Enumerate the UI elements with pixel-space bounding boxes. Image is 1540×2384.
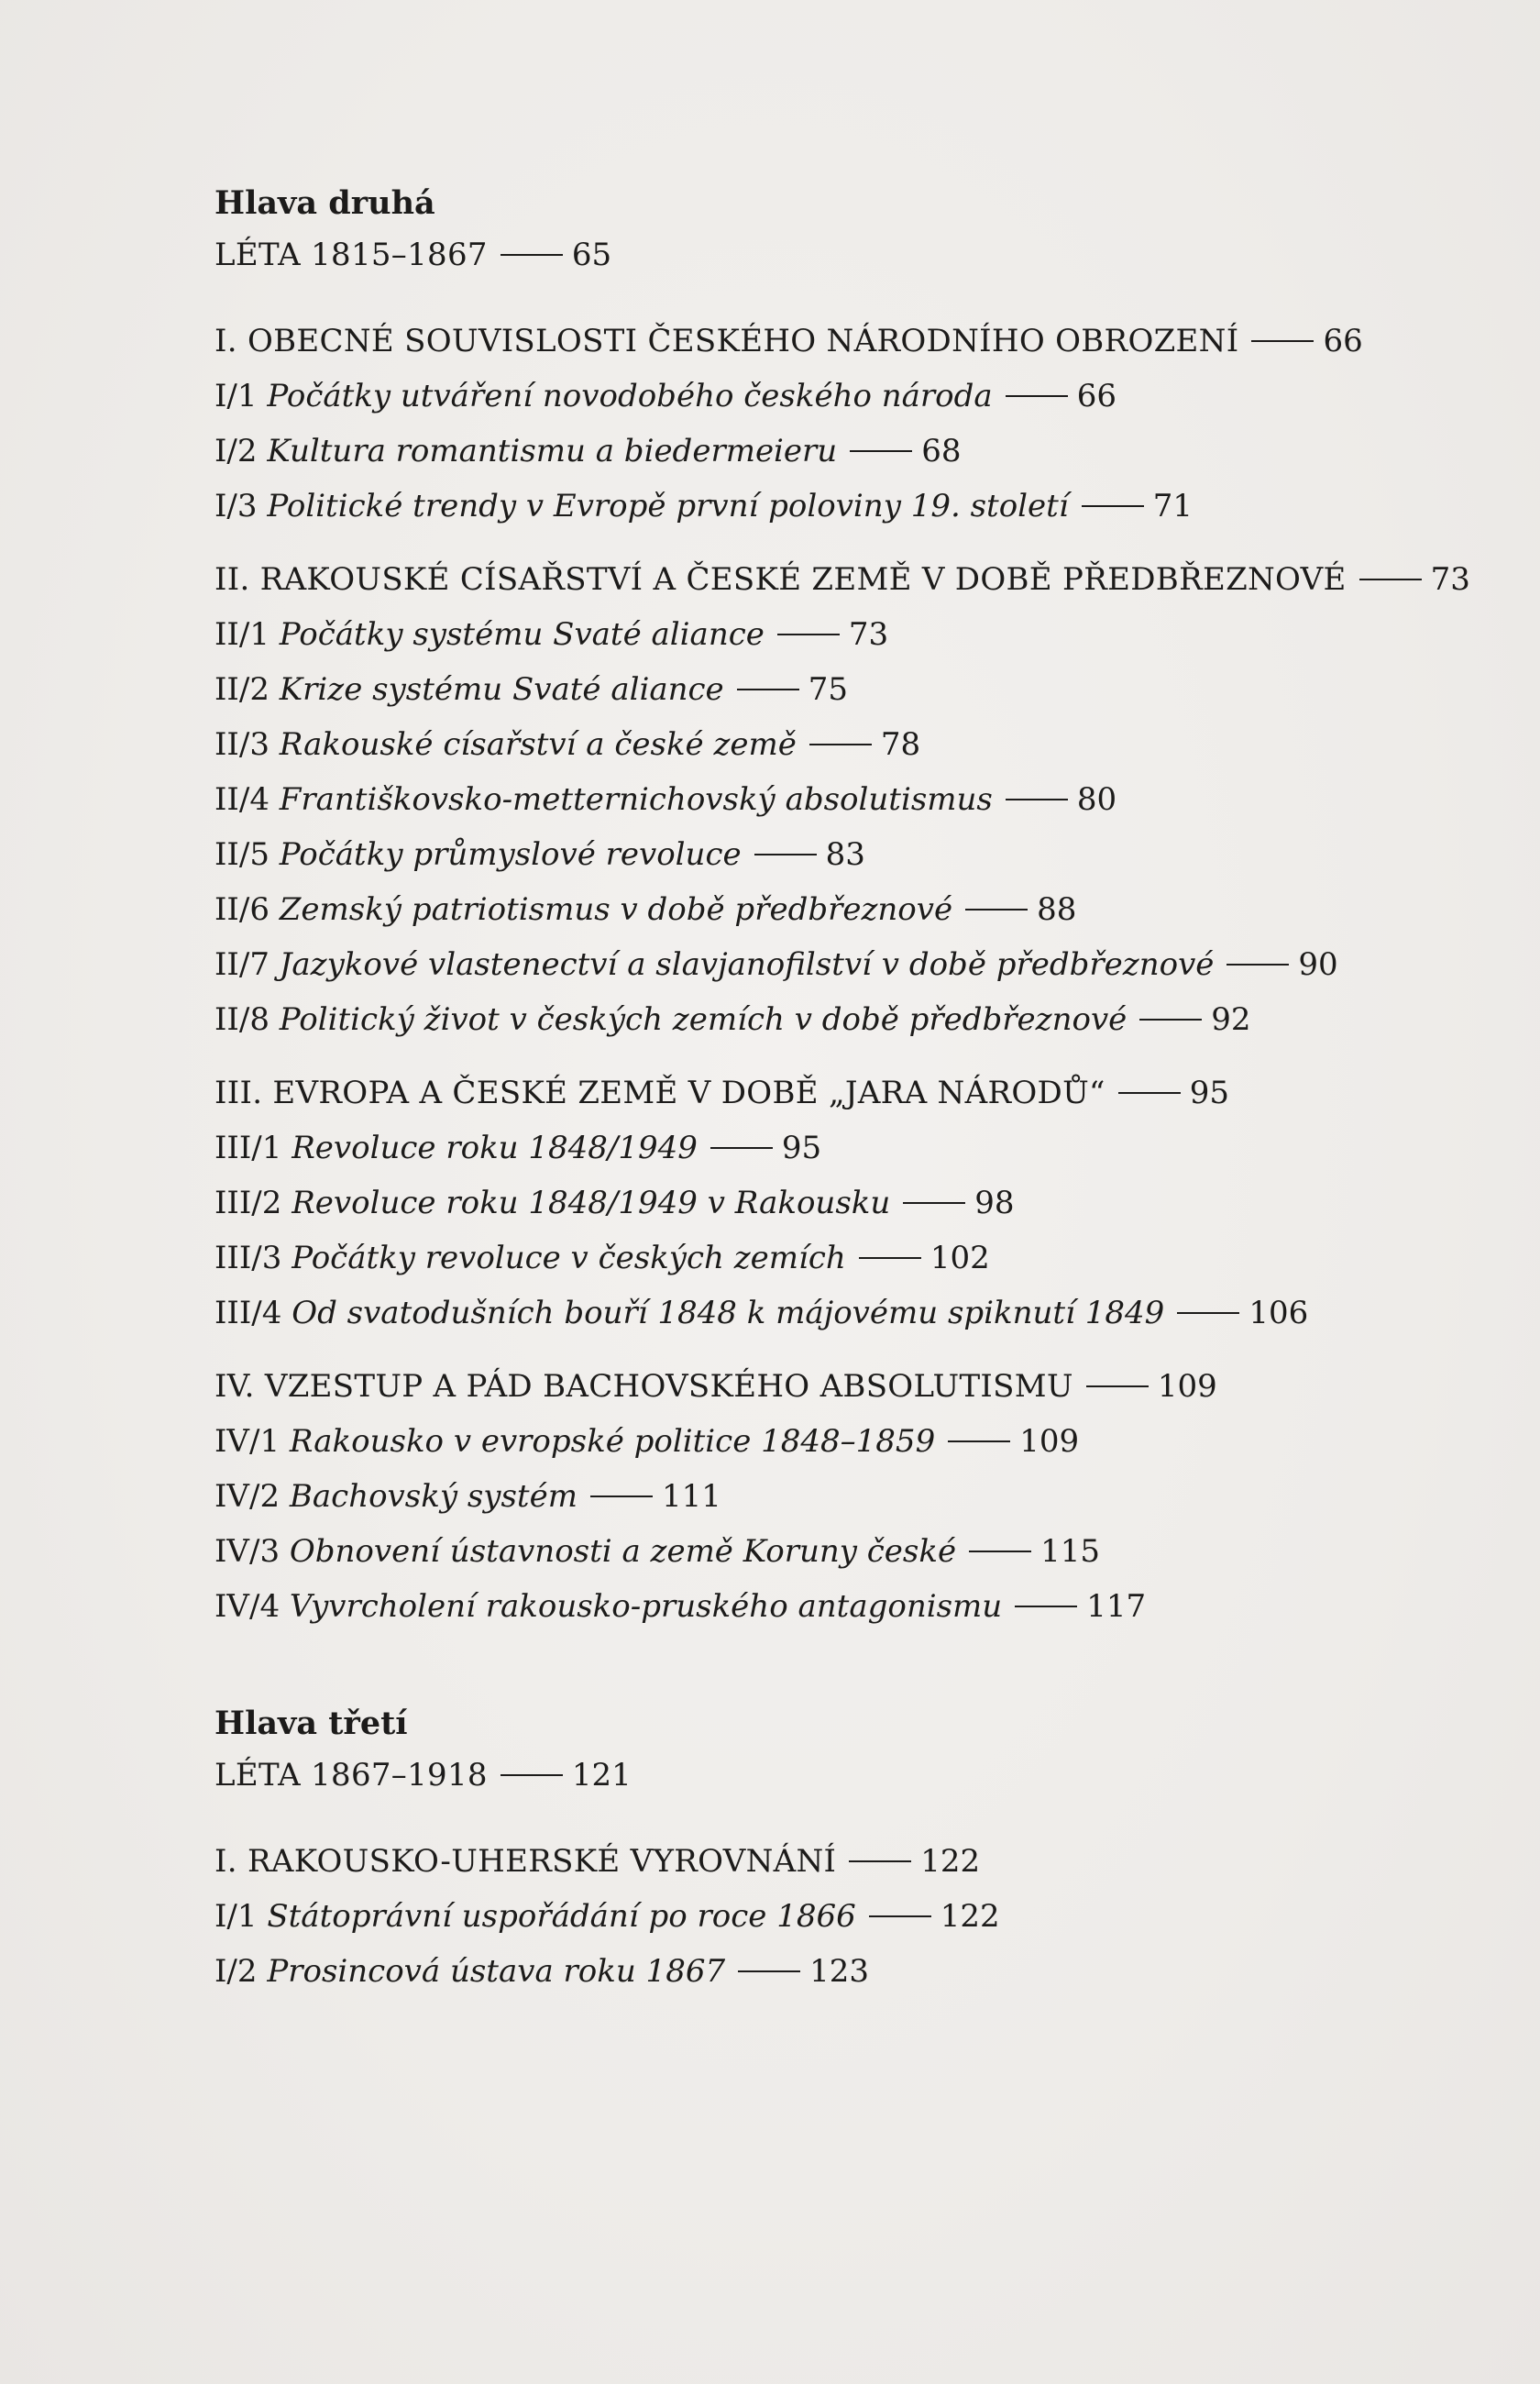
entry-number: I/1 [214, 1898, 258, 1935]
subsection-entry[interactable] [214, 827, 1516, 882]
entry-title: Kultura romantismu a biedermeieru [267, 433, 838, 469]
leader-dash [1139, 1019, 1202, 1021]
page-number: 121 [571, 1757, 632, 1794]
page-number: 123 [809, 1953, 869, 1990]
leader-dash [1118, 1092, 1181, 1094]
page-number: 75 [808, 671, 848, 708]
entry-number: III/1 [214, 1130, 282, 1166]
leader-dash [809, 744, 872, 745]
subsection-entry[interactable] [214, 1120, 1516, 1175]
section-heading-entry[interactable] [214, 1359, 1516, 1414]
page-number: 102 [930, 1240, 990, 1276]
entry-title: I. RAKOUSKO-UHERSKÉ VYROVNÁNÍ [214, 1843, 837, 1880]
page-number: 106 [1248, 1295, 1309, 1331]
page-number: 88 [1037, 891, 1077, 928]
subsection-entry[interactable] [214, 607, 1516, 662]
subsection-entry[interactable] [214, 1286, 1516, 1341]
leader-dash [1226, 964, 1289, 966]
page-number: 71 [1152, 488, 1193, 524]
subsection-entry[interactable] [214, 1889, 1516, 1944]
entry-number: I/2 [214, 1953, 258, 1990]
page-number: 109 [1019, 1423, 1080, 1460]
chapter-years-entry[interactable] [214, 227, 1516, 282]
entry-number: I/2 [214, 433, 258, 469]
leader-dash [738, 1970, 800, 1972]
entry-number: II/2 [214, 671, 270, 708]
leader-dash [859, 1257, 921, 1259]
leader-dash [869, 1915, 931, 1917]
leader-dash [969, 1551, 1031, 1552]
page-number: 92 [1211, 1001, 1251, 1038]
entry-title: Prosincová ústava roku 1867 [267, 1953, 726, 1990]
page-number: 117 [1086, 1588, 1147, 1625]
entry-title: Rakouské císařství a české země [279, 726, 797, 763]
chapter-years-entry[interactable] [214, 1748, 1516, 1803]
entry-title: Počátky systému Svaté aliance [279, 616, 764, 653]
page-number: 122 [920, 1843, 981, 1880]
entry-title: Rakousko v evropské politice 1848–1859 [289, 1423, 936, 1460]
page-number: 73 [848, 616, 889, 653]
page-number: 68 [921, 433, 962, 469]
entry-number: IV/1 [214, 1423, 280, 1460]
entry-number: II/4 [214, 781, 270, 818]
page-number: 95 [1189, 1075, 1229, 1111]
subsection-entry[interactable] [214, 992, 1516, 1047]
leader-dash [1006, 799, 1068, 800]
page-number: 98 [974, 1185, 1015, 1221]
entry-title: III. EVROPA A ČESKÉ ZEMĚ V DOBĚ „JARA NÁRODŮ“ [214, 1075, 1106, 1111]
page-number: 115 [1040, 1533, 1100, 1570]
leader-dash [590, 1496, 653, 1497]
table-of-contents [214, 180, 1516, 1999]
entry-title: II. RAKOUSKÉ CÍSAŘSTVÍ A ČESKÉ ZEMĚ V DOBĚ PŘEDBŘEZNOVÉ [214, 561, 1347, 598]
leader-dash [1082, 505, 1144, 507]
chapter-title: Hlava třetí [214, 1705, 408, 1742]
leader-dash [948, 1440, 1010, 1442]
subsection-entry[interactable] [214, 424, 1516, 479]
entry-number: IV/3 [214, 1533, 280, 1570]
page-number: 65 [571, 237, 612, 273]
page-number: 66 [1323, 323, 1363, 359]
entry-title: IV. VZESTUP A PÁD BACHOVSKÉHO ABSOLUTISMU [214, 1368, 1073, 1405]
leader-dash [965, 909, 1028, 911]
entry-number: II/8 [214, 1001, 270, 1038]
section-heading-entry[interactable] [214, 314, 1516, 369]
leader-dash [1006, 395, 1068, 397]
section-heading-entry[interactable] [214, 1834, 1516, 1889]
subsection-entry[interactable] [214, 717, 1516, 772]
leader-dash [500, 254, 563, 256]
entry-number: II/1 [214, 616, 270, 653]
entry-title: LÉTA 1867–1918 [214, 1757, 488, 1794]
subsection-entry[interactable] [214, 937, 1516, 992]
entry-title: Politické trendy v Evropě první poloviny 19. století [267, 488, 1069, 524]
page-number: 80 [1076, 781, 1117, 818]
entry-title: Krize systému Svaté aliance [279, 671, 724, 708]
leader-dash [754, 854, 817, 855]
page-number: 122 [940, 1898, 1000, 1935]
subsection-entry[interactable] [214, 882, 1516, 937]
entry-number: II/5 [214, 836, 270, 873]
subsection-entry[interactable] [214, 1414, 1516, 1469]
leader-dash [737, 689, 799, 690]
leader-dash [1177, 1312, 1239, 1314]
entry-title: Počátky průmyslové revoluce [279, 836, 742, 873]
entry-number: III/2 [214, 1185, 282, 1221]
subsection-entry[interactable] [214, 479, 1516, 534]
entry-title: LÉTA 1815–1867 [214, 237, 488, 273]
page-number: 78 [880, 726, 921, 763]
subsection-entry[interactable] [214, 772, 1516, 827]
leader-dash [1015, 1606, 1077, 1607]
page-number: 83 [825, 836, 865, 873]
subsection-entry[interactable] [214, 1944, 1516, 1999]
entry-number: IV/4 [214, 1588, 280, 1625]
subsection-entry[interactable] [214, 662, 1516, 717]
leader-dash [849, 1860, 911, 1862]
entry-number: III/3 [214, 1240, 282, 1276]
subsection-entry[interactable] [214, 1469, 1516, 1524]
leader-dash [903, 1202, 965, 1204]
page-number: 111 [661, 1478, 721, 1515]
leader-dash [1086, 1385, 1149, 1387]
section-heading-entry[interactable] [214, 1065, 1516, 1120]
entry-number: III/4 [214, 1295, 282, 1331]
leader-dash [1251, 340, 1314, 342]
entry-title: Počátky revoluce v českých zemích [292, 1240, 846, 1276]
section-heading-entry[interactable] [214, 552, 1516, 607]
page-number: 109 [1157, 1368, 1217, 1405]
subsection-entry[interactable] [214, 1524, 1516, 1579]
entry-title: Státoprávní uspořádání po roce 1866 [267, 1898, 856, 1935]
entry-number: II/7 [214, 946, 270, 983]
entry-title: Bachovský systém [289, 1478, 578, 1515]
leader-dash [1359, 579, 1422, 580]
leader-dash [850, 450, 912, 452]
leader-dash [777, 634, 840, 635]
subsection-entry[interactable] [214, 1231, 1516, 1286]
entry-title: Politický život v českých zemích v době předbřeznové [279, 1001, 1128, 1038]
entry-title: Revoluce roku 1848/1949 [292, 1130, 698, 1166]
entry-title: I. OBECNÉ SOUVISLOSTI ČESKÉHO NÁRODNÍHO OBROZENÍ [214, 323, 1239, 359]
entry-title: Od svatodušních bouří 1848 k májovému spiknutí 1849 [292, 1295, 1165, 1331]
entry-number: II/3 [214, 726, 270, 763]
page-number: 73 [1430, 561, 1470, 598]
entry-title: Zemský patriotismus v době předbřeznové [279, 891, 953, 928]
page-number: 66 [1076, 378, 1116, 414]
entry-title: Revoluce roku 1848/1949 v Rakousku [292, 1185, 891, 1221]
entry-title: Počátky utváření novodobého českého národa [267, 378, 993, 414]
entry-number: I/1 [214, 378, 258, 414]
leader-dash [710, 1147, 773, 1149]
subsection-entry[interactable] [214, 1175, 1516, 1231]
leader-dash [500, 1774, 563, 1776]
subsection-entry[interactable] [214, 369, 1516, 424]
entry-number: II/6 [214, 891, 270, 928]
entry-title: Vyvrcholení rakousko-pruského antagonismu [289, 1588, 1003, 1625]
entry-title: Františkovsko-metternichovský absolutismus [279, 781, 993, 818]
entry-title: Jazykové vlastenectví a slavjanofilství v době předbřeznové [279, 946, 1215, 983]
entry-number: IV/2 [214, 1478, 280, 1515]
entry-title: Obnovení ústavnosti a země Koruny české [289, 1533, 957, 1570]
entry-number: I/3 [214, 488, 258, 524]
chapter-title: Hlava druhá [214, 184, 435, 222]
page-number: 95 [781, 1130, 822, 1166]
subsection-entry[interactable] [214, 1579, 1516, 1634]
page-number: 90 [1298, 946, 1338, 983]
